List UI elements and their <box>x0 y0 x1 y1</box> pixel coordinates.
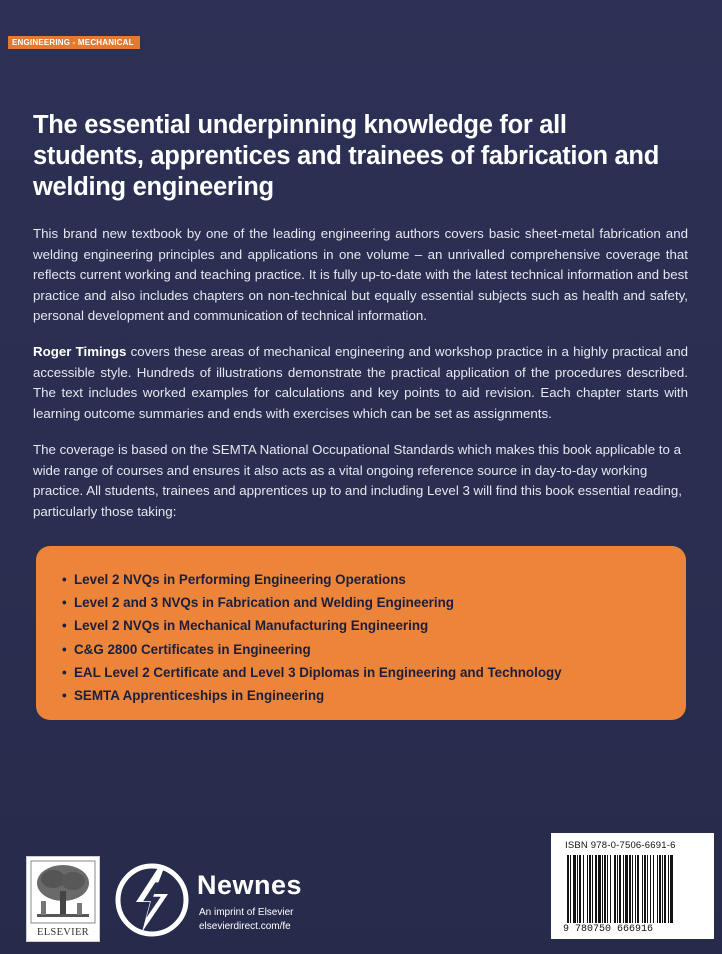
barcode-bar <box>629 855 631 923</box>
bullet-icon: • <box>62 688 67 704</box>
barcode-bar <box>653 855 654 923</box>
description-paragraph-3: The coverage is based on the SEMTA National Occupational Standards which makes this book applicable to a wide range of courses and ensures it also acts as a vital ongoing reference source in day-to-day working practice. All students, trainees and apprentices up to and including Level 3 will find this book essential reading, particularly those taking: <box>33 442 682 519</box>
barcode-bar <box>659 855 661 923</box>
barcode-bar <box>664 855 666 923</box>
list-item: • Level 2 and 3 NVQs in Fabrication and Welding Engineering <box>62 591 562 614</box>
bullet-icon: • <box>62 641 67 657</box>
barcode-bar <box>625 855 628 923</box>
barcode-bar <box>635 855 636 923</box>
barcode-bar <box>637 855 639 923</box>
barcode-bar <box>583 855 584 923</box>
barcode-bar <box>577 855 578 923</box>
barcode-bar <box>617 855 618 923</box>
newnes-wordmark: Newnes <box>197 870 303 900</box>
list-item: • SEMTA Apprenticeships in Engineering <box>62 684 562 707</box>
barcode-bar <box>592 855 593 923</box>
barcode-bar <box>668 855 669 923</box>
author-paragraph-text: covers these areas of mechanical engineering and workshop practice in a highly practical and accessible style. Hundreds of illustrations demonstrate the practical application of the procedures described. The text includes worked examples for calculations and key points to aid revision. Each chapter starts with learning outcome summaries and ends with exercises which can be set as assignments. <box>33 344 688 421</box>
list-item: • Level 2 NVQs in Performing Engineering Operations <box>62 568 562 591</box>
list-item: • EAL Level 2 Certificate and Level 3 Diplomas in Engineering and Technology <box>62 661 562 684</box>
barcode-bar <box>650 855 651 923</box>
newnes-lightning-icon <box>114 862 190 938</box>
barcode-bar <box>604 855 606 923</box>
bullet-icon: • <box>62 664 67 680</box>
bullet-icon: • <box>62 572 67 587</box>
list-item: • C&G 2800 Certificates in Engineering <box>62 638 562 661</box>
barcode-bar <box>587 855 588 923</box>
courses-list <box>62 568 562 707</box>
barcode-bar <box>595 855 597 923</box>
barcode-bar <box>607 855 608 923</box>
category-tag: ENGINEERING - MECHANICAL <box>8 36 140 49</box>
barcode-bar <box>657 855 658 923</box>
publisher-url: elsevierdirect.com/fe <box>199 921 291 932</box>
description-paragraph-2 <box>33 342 688 424</box>
barcode-bar <box>614 855 616 923</box>
description-paragraph-1: This brand new textbook by one of the leading engineering authors covers basic sheet-metal fabrication and welding engineering principles and applications in one volume – an unrivalled comprehensive coverage that reflects current working and teaching practice. It is fully up-to-date with the latest technical information and best practice and also includes chapters on non-technical but equally essential subjects such as health and safety, personal development and communication of technical information. <box>33 226 688 323</box>
barcode-bar <box>647 855 648 923</box>
barcode-bar <box>610 855 611 923</box>
barcode-bar <box>644 855 646 923</box>
bullet-icon: • <box>62 618 67 634</box>
barcode-bar <box>632 855 633 923</box>
list-item: • Level 2 NVQs in Mechanical Manufacturing Engineering <box>62 614 562 637</box>
barcode-icon <box>567 855 701 923</box>
barcode-bar <box>579 855 581 923</box>
isbn-label: ISBN 978-0-7506-6691-6 <box>565 840 676 851</box>
barcode-bar <box>642 855 643 923</box>
elsevier-label: ELSEVIER <box>37 927 89 938</box>
barcode-bar <box>567 855 569 923</box>
barcode-bar <box>589 855 591 923</box>
barcode-bar <box>670 855 673 923</box>
headline: The essential underpinning knowledge for all students, apprentices and trainees of fabrication and welding engineering <box>33 111 659 201</box>
barcode-bar <box>573 855 576 923</box>
elsevier-tree-icon <box>27 857 99 927</box>
author-name: Roger Timings <box>33 344 127 359</box>
elsevier-logo <box>26 856 100 942</box>
bullet-icon: • <box>62 595 67 611</box>
barcode-bar <box>662 855 663 923</box>
barcode-bar <box>623 855 624 923</box>
barcode-bar <box>602 855 603 923</box>
barcode-digits: 9 780750 666916 <box>563 924 654 935</box>
isbn-barcode-box <box>551 833 714 939</box>
barcode-bar <box>598 855 601 923</box>
imprint-text: An imprint of Elsevier <box>199 907 294 918</box>
barcode-bar <box>570 855 571 923</box>
barcode-bar <box>619 855 621 923</box>
